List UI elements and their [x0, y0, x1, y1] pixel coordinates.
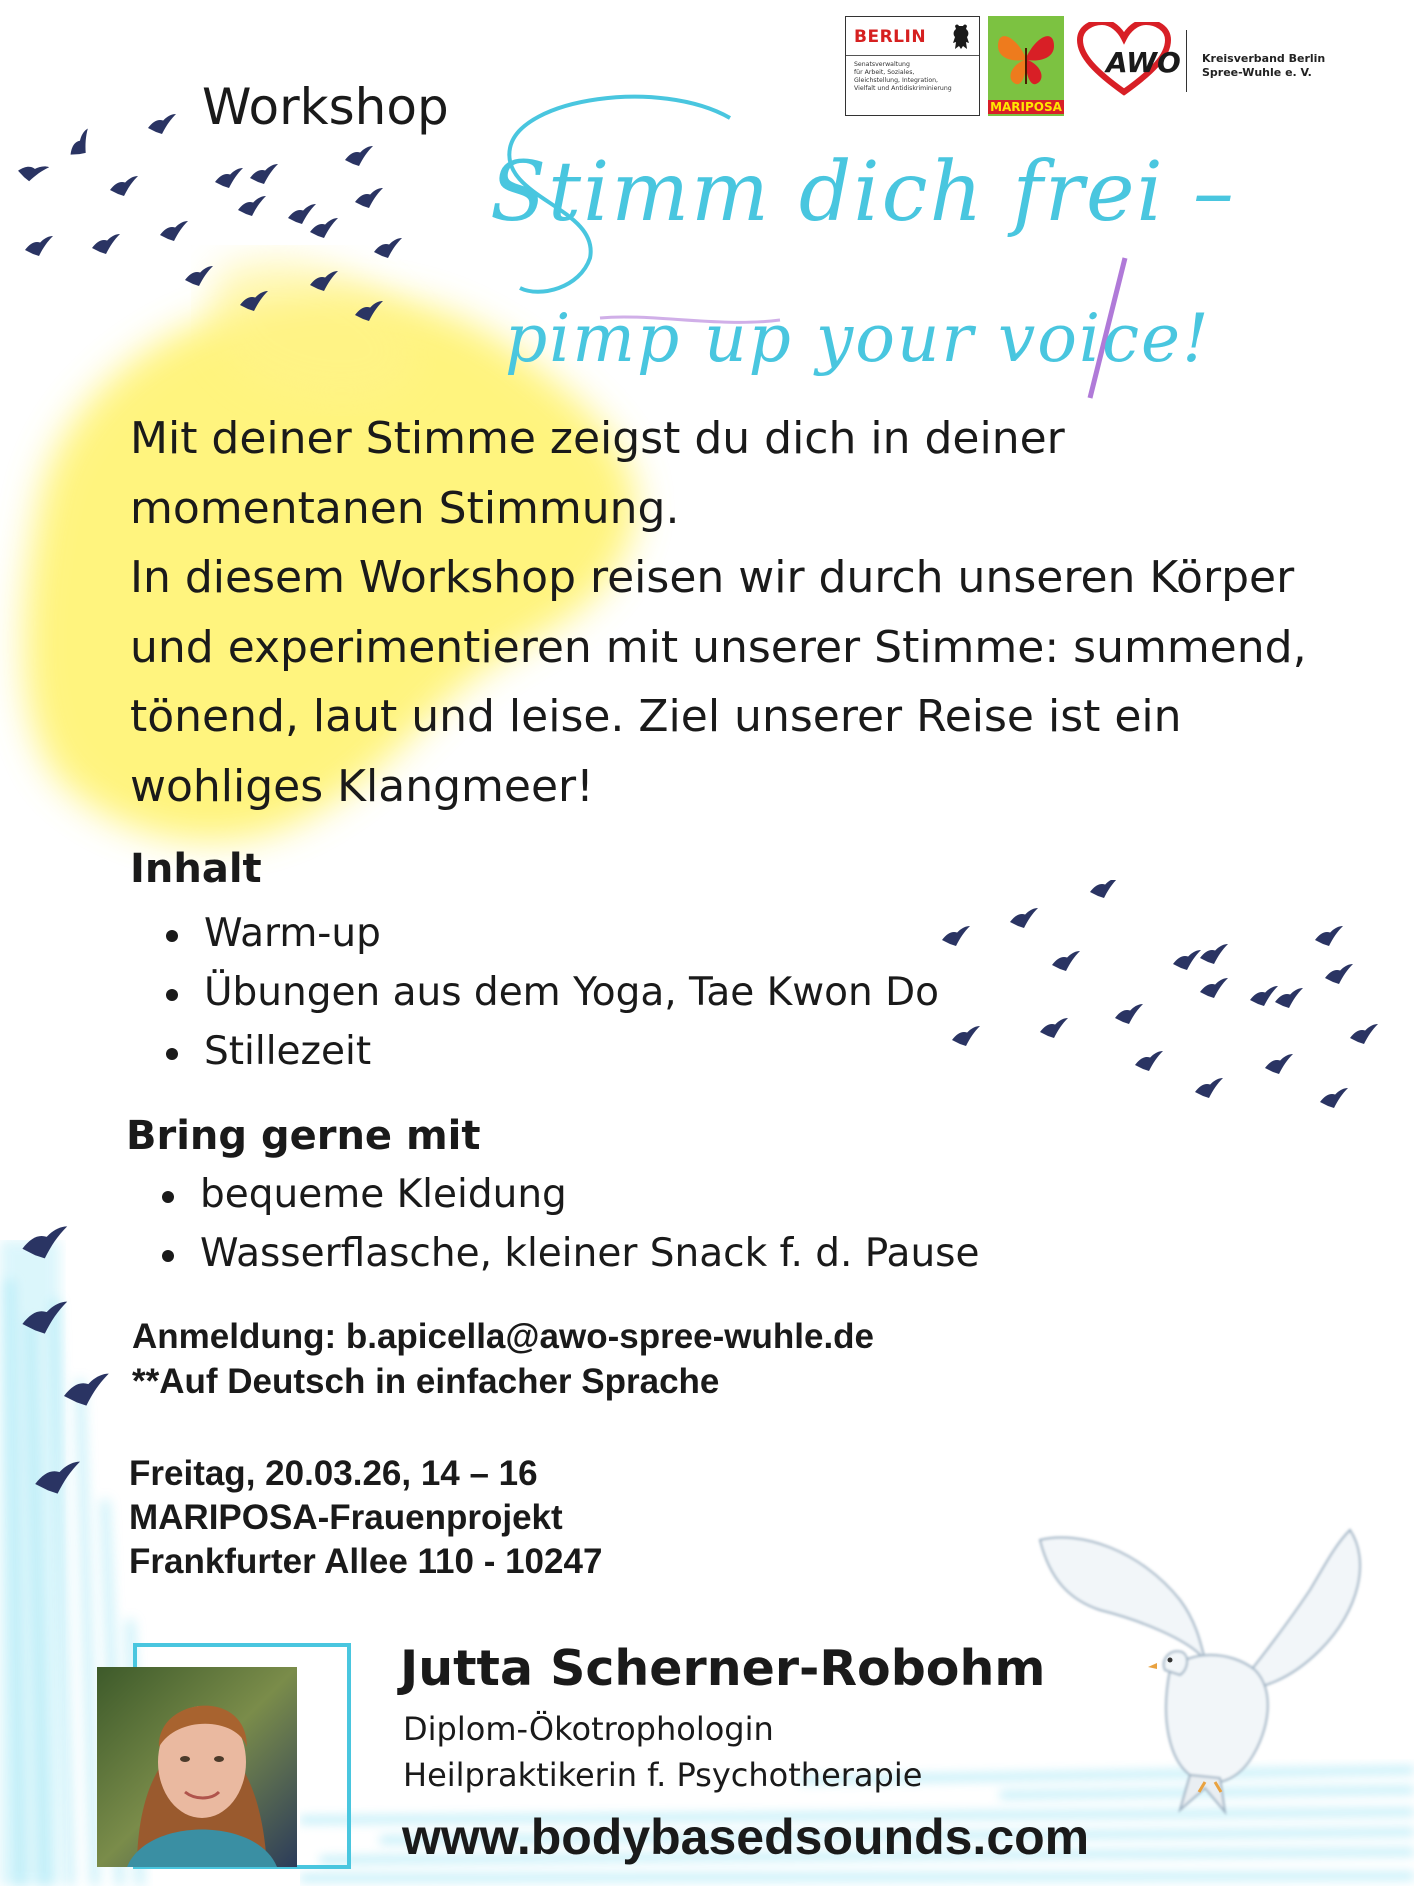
birds-left-icon — [0, 1220, 140, 1560]
list-item: Wasserflasche, kleiner Snack f. d. Pause — [128, 1224, 980, 1283]
berlin-bear-icon — [949, 23, 973, 51]
list-item: bequeme Kleidung — [128, 1165, 980, 1224]
presenter-name: Jutta Scherner-Robohm — [400, 1640, 1046, 1697]
mariposa-logo-text: MARIPOSA — [988, 100, 1064, 114]
presenter-title-1: Diplom-Ökotrophologin — [403, 1710, 774, 1748]
title-line-2: pimp up your voice! — [505, 300, 1211, 377]
list-item: Übungen aus dem Yoga, Tae Kwon Do — [132, 963, 939, 1022]
dove-icon — [1020, 1520, 1390, 1820]
presenter-portrait-icon — [97, 1667, 297, 1867]
website-link[interactable]: www.bodybasedsounds.com — [402, 1809, 1090, 1865]
title-line-1: Stimm dich frei – — [490, 145, 1236, 240]
list-item: Stillezeit — [132, 1022, 939, 1081]
awo-logo-text: AWO — [1106, 46, 1181, 79]
awo-logo-divider — [1186, 30, 1187, 92]
inhalt-heading: Inhalt — [130, 846, 262, 892]
inhalt-list — [132, 904, 939, 1081]
event-venue: MARIPOSA-Frauenprojekt — [129, 1498, 563, 1537]
intro-text — [130, 404, 1350, 821]
butterfly-icon — [988, 18, 1064, 98]
registration-email[interactable]: Anmeldung: b.apicella@awo-spree-wuhle.de — [132, 1317, 875, 1356]
berlin-logo-text: BERLIN — [854, 27, 927, 47]
birds-flock-icon — [0, 110, 420, 350]
event-date-time: Freitag, 20.03.26, 14 – 16 — [129, 1454, 538, 1493]
presenter-title-2: Heilpraktikerin f. Psychotherapie — [403, 1756, 923, 1794]
intro-paragraph-1: Mit deiner Stimme zeigst du dich in deiner momentanen Stimmung. — [130, 413, 1065, 534]
presenter-photo — [97, 1643, 353, 1873]
berlin-logo-divider — [846, 55, 979, 56]
awo-org-name: Kreisverband Berlin Spree-Wuhle e. V. — [1202, 52, 1326, 79]
list-item: Warm-up — [132, 904, 939, 963]
workshop-label: Workshop — [202, 78, 449, 136]
language-note: **Auf Deutsch in einfacher Sprache — [132, 1362, 720, 1401]
event-details — [129, 1452, 602, 1584]
bring-heading: Bring gerne mit — [126, 1113, 481, 1159]
event-address: Frankfurter Allee 110 - 10247 — [129, 1542, 603, 1581]
berlin-logo-subtext: Senatsverwaltung für Arbeit, Soziales, Gleichstellung, Integration, Vielfalt und Antidiskriminierung — [854, 61, 952, 92]
bring-list — [128, 1165, 980, 1283]
birds-flock-right-icon — [930, 880, 1380, 1140]
intro-paragraph-2: In diesem Workshop reisen wir durch unseren Körper und experimentieren mit unserer Stimme: summend, tönend, laut und leise. Ziel unserer Reise ist ein wohliges Klangmeer! — [130, 552, 1307, 812]
registration-block — [132, 1314, 874, 1404]
